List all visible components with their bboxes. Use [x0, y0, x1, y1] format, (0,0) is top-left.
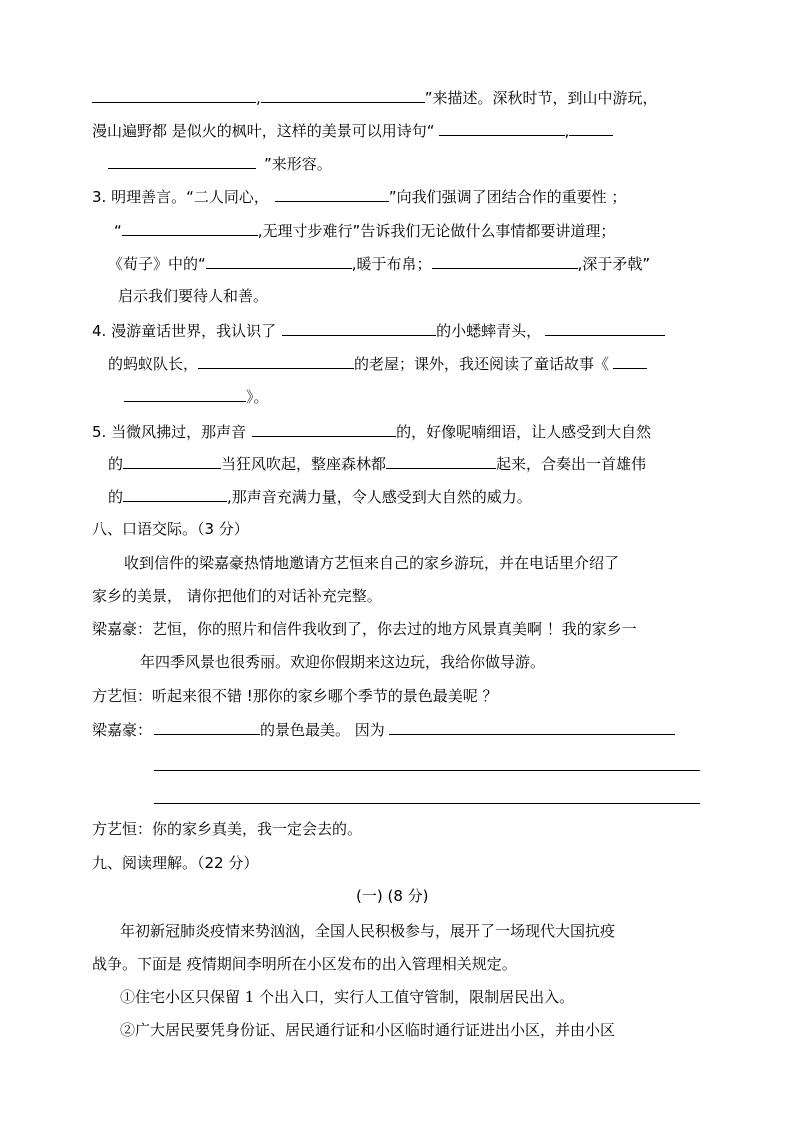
- answer-blank[interactable]: [206, 252, 352, 269]
- section-8-title: 八、口语交际。（3 分）: [92, 520, 249, 538]
- question-3-text: ,暖于布帛；: [351, 255, 432, 273]
- reading-1-para-1a: 年初新冠肺炎疫情来势汹汹，全国人民积极参与，展开了一场现代大国抗疫: [120, 922, 616, 940]
- poetry-text: 漫山遍野都 是似火的枫叶，这样的美景可以用诗句“: [92, 122, 435, 140]
- answer-blank[interactable]: [389, 718, 675, 735]
- answer-blank[interactable]: [154, 718, 260, 735]
- question-3-text: ,无理寸步难行”告诉我们无论做什么事情都要讲道理；: [257, 222, 616, 240]
- dialogue-liang-2: [92, 718, 675, 740]
- answer-blank[interactable]: [439, 119, 565, 136]
- question-4-text: 的蚂蚁队长，: [108, 355, 199, 373]
- answer-line[interactable]: [154, 803, 700, 804]
- reading-1-rule-1: ①住宅小区只保留 1 个出入口，实行人工值守管制，限制居民出入。: [120, 988, 575, 1006]
- question-5-line-1: [92, 420, 651, 442]
- question-5-text: 的，好像呢喃细语，让人感受到大自然: [396, 423, 652, 441]
- answer-blank[interactable]: [569, 119, 613, 136]
- question-3-text: 《荀子》中的“: [108, 255, 206, 273]
- reading-1-rule-2: ②广大居民要凭身份证、居民通行证和小区临时通行证进出小区，并由小区: [120, 1021, 616, 1039]
- answer-blank[interactable]: [198, 352, 354, 369]
- dialogue-text: 的景色最美。 因为: [260, 721, 385, 739]
- poetry-text: ”来描述。深秋时节，到山中游玩，: [424, 89, 658, 107]
- question-4-text: 》。: [246, 388, 269, 406]
- question-3-text: “: [114, 222, 122, 240]
- question-4-line-1: [92, 319, 665, 341]
- poetry-text: ”来形容。: [264, 155, 332, 173]
- answer-blank[interactable]: [92, 86, 256, 103]
- answer-blank[interactable]: [282, 319, 436, 336]
- question-5-text: 当狂风吹起，整座森林都: [221, 455, 387, 473]
- dialogue-fang-1: 方艺恒：听起来很不错 !那你的家乡哪个季节的景色最美呢 ？: [92, 687, 498, 705]
- dialogue-liang-1a: 梁嘉豪：艺恒，你的照片和信件我收到了，你去过的地方风景真美啊 ！我的家乡一: [92, 620, 637, 638]
- answer-blank[interactable]: [432, 252, 578, 269]
- answer-blank[interactable]: [252, 420, 396, 437]
- question-3-line-4: [118, 285, 268, 307]
- answer-blank[interactable]: [545, 319, 665, 336]
- question-5-text: 的: [108, 455, 124, 473]
- poetry-line-3: [108, 152, 332, 174]
- question-5-text: 起来，合奏出一首雄伟: [496, 455, 647, 473]
- question-5-line-2: [108, 452, 646, 474]
- answer-blank[interactable]: [386, 452, 496, 469]
- question-3-line-1: [92, 185, 626, 207]
- question-4-text: 的老屋；课外，我还阅读了童话故事《: [354, 355, 610, 373]
- answer-blank[interactable]: [123, 452, 221, 469]
- poetry-line-1: , ”来描述。深秋时节，到山中游玩，: [92, 86, 658, 108]
- answer-blank[interactable]: [123, 485, 227, 502]
- question-3-text: 启示我们要待人和善。: [118, 287, 269, 305]
- answer-blank[interactable]: [108, 152, 256, 169]
- question-5-text: ,那声音充满力量，令人感受到大自然的威力。: [227, 488, 532, 506]
- section-8-intro-line-1: 收到信件的梁嘉豪热情地邀请方艺恒来自己的家乡游玩，并在电话里介绍了: [124, 554, 620, 572]
- answer-blank[interactable]: [275, 185, 389, 202]
- dialogue-fang-2: 方艺恒：你的家乡真美，我一定会去的。: [92, 820, 363, 838]
- answer-blank[interactable]: [261, 86, 425, 103]
- question-4-line-3: [124, 385, 269, 407]
- question-5-text: 5. 当微风拂过，那声音: [92, 423, 247, 441]
- question-5-line-3: [108, 485, 532, 507]
- question-4-text: 4. 漫游童话世界，我认识了: [92, 322, 277, 340]
- dialogue-liang-1b: 年四季风景也很秀丽。欢迎你假期来这边玩，我给你做导游。: [140, 653, 546, 671]
- poetry-line-2: 漫山遍野都 是似火的枫叶，这样的美景可以用诗句“ ,: [92, 119, 613, 141]
- question-3-text: ”向我们强调了团结合作的重要性 ；: [388, 188, 627, 206]
- question-3-text: ,深于矛戟”: [577, 255, 651, 273]
- section-9-title: 九、阅读理解。（22 分）: [92, 854, 259, 872]
- question-3-text: 3. 明理善言。“二人同心，: [92, 188, 269, 206]
- answer-line[interactable]: [154, 770, 700, 771]
- answer-blank[interactable]: [124, 385, 246, 402]
- question-5-text: 的: [108, 488, 124, 506]
- dialogue-text: 梁嘉豪：: [92, 721, 153, 739]
- answer-blank[interactable]: [122, 219, 258, 236]
- reading-1-para-1b: 战争。下面是 疫情期间李明所在小区发布的出入管理相关规定。: [92, 955, 517, 973]
- question-3-line-3: [108, 252, 650, 274]
- question-4-line-2: [108, 352, 647, 374]
- section-8-intro-line-2: 家乡的美景， 请你把他们的对话补充完整。: [92, 587, 382, 605]
- question-4-text: 的小蟋蟀青头，: [436, 322, 542, 340]
- answer-blank[interactable]: [613, 352, 647, 369]
- question-3-line-2: [114, 219, 615, 241]
- reading-1-subtitle: (一) (8 分): [356, 887, 429, 905]
